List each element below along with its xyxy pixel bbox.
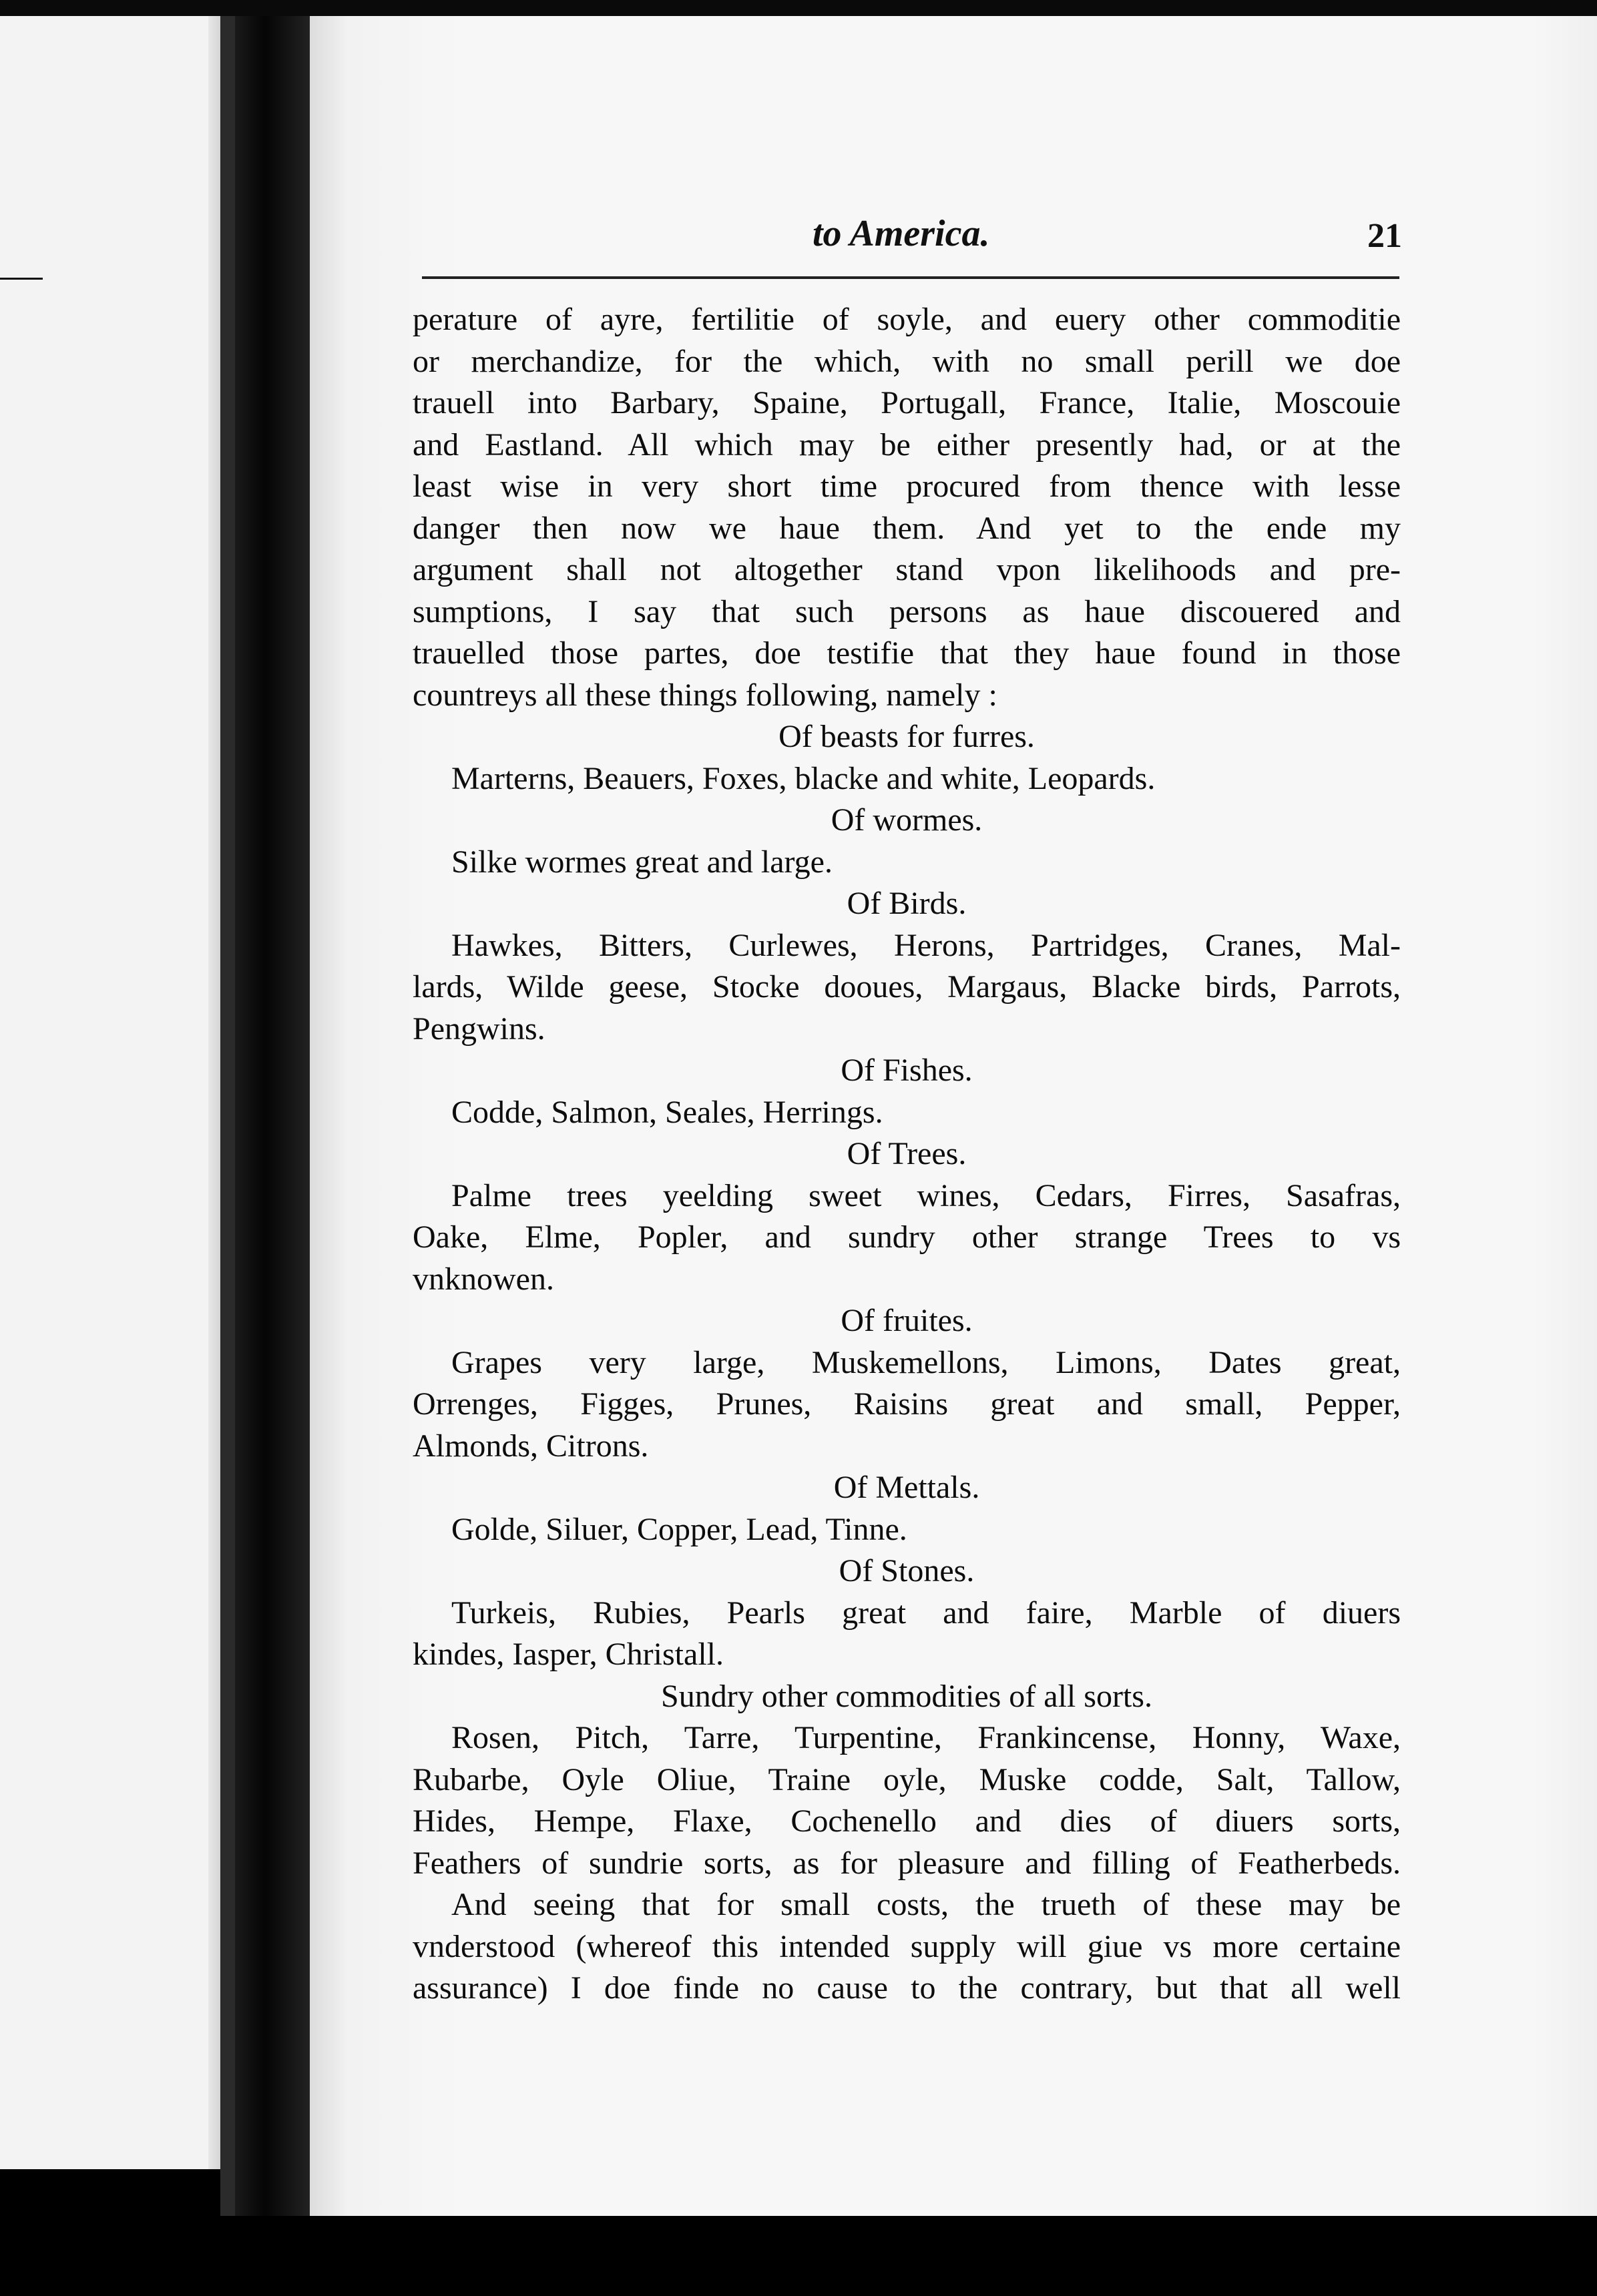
page-body	[413, 299, 1401, 2010]
text-line: assurance) I doe finde no cause to the contrary, but that all well	[413, 1970, 1401, 2006]
text-line: kindes, Iasper, Christall.	[413, 1637, 724, 1672]
section-heading: Of beasts for furres.	[778, 719, 1035, 754]
text-line: Palme trees yeelding sweet wines, Cedars, Firres, Sasafras,	[451, 1177, 1401, 1213]
text-line: Hides, Hempe, Flaxe, Cochenello and dies of diuers sorts,	[413, 1803, 1401, 1839]
text-line: sumptions, I say that such persons as haue discouered and	[413, 593, 1401, 629]
text-line: Turkeis, Rubies, Pearls great and faire, Marble of diuers	[451, 1595, 1401, 1631]
left-page	[0, 0, 235, 2169]
scan-top-border	[0, 0, 1597, 16]
text-line: Marterns, Beauers, Foxes, blacke and white, Leopards.	[451, 760, 1156, 796]
text-line: Codde, Salmon, Seales, Herrings.	[451, 1094, 883, 1130]
text-line: Oake, Elme, Popler, and sundry other strange Trees to vs	[413, 1219, 1401, 1255]
page-header	[414, 212, 1402, 266]
header-rule	[422, 276, 1399, 279]
text-line: Rosen, Pitch, Tarre, Turpentine, Frankincense, Honny, Waxe,	[451, 1720, 1401, 1755]
section-heading: Of Trees.	[847, 1136, 967, 1171]
text-line: least wise in very short time procured from thence with lesse	[413, 469, 1401, 504]
text-line: trauell into Barbary, Spaine, Portugall, France, Italie, Moscouie	[413, 385, 1401, 420]
text-line: Grapes very large, Muskemellons, Limons, Dates great,	[451, 1344, 1401, 1380]
text-line: countreys all these things following, namely :	[413, 677, 997, 713]
text-line: lards, Wilde geese, Stocke dooues, Margaus, Blacke birds, Parrots,	[413, 969, 1401, 1005]
text-line: vnknowen.	[413, 1261, 554, 1297]
scan-bottom-border	[0, 2223, 1597, 2296]
text-line: Feathers of sundrie sorts, as for pleasure and filling of Featherbeds.	[413, 1845, 1401, 1881]
section-heading: Of Fishes.	[841, 1053, 973, 1088]
text-line: argument shall not altogether stand vpon likelihoods and pre-	[413, 552, 1401, 587]
book-gutter	[235, 0, 310, 2216]
text-line: Rubarbe, Oyle Oliue, Traine oyle, Muske codde, Salt, Tallow,	[413, 1761, 1401, 1797]
section-heading: Sundry other commodities of all sorts.	[661, 1678, 1152, 1714]
text-line: danger then now we haue them. And yet to the ende my	[413, 510, 1401, 546]
text-line: And seeing that for small costs, the trueth of these may be	[451, 1887, 1401, 1922]
text-line: Almonds, Citrons.	[413, 1428, 649, 1464]
page-number: 21	[1367, 217, 1402, 255]
section-heading: Of Birds.	[847, 886, 967, 921]
section-heading: Of Mettals.	[833, 1470, 980, 1505]
text-line: and Eastland. All which may be either presently had, or at the	[413, 426, 1401, 463]
text-line: Golde, Siluer, Copper, Lead, Tinne.	[451, 1511, 907, 1547]
text-line: perature of ayre, fertilitie of soyle, and euery other commoditie	[413, 302, 1401, 337]
section-heading: Of wormes.	[831, 802, 983, 838]
text-line: Pengwins.	[413, 1011, 545, 1047]
text-line: or merchandize, for the which, with no small perill we doe	[413, 343, 1401, 379]
left-page-rule	[0, 278, 43, 280]
section-heading: Of Stones.	[839, 1553, 975, 1589]
running-head: to America.	[813, 213, 990, 254]
text-line: trauelled those partes, doe testifie that they haue found in those	[413, 635, 1401, 671]
text-line: Hawkes, Bitters, Curlewes, Herons, Partridges, Cranes, Mal-	[451, 927, 1401, 963]
section-heading: Of fruites.	[841, 1303, 973, 1338]
text-line: Silke wormes great and large.	[451, 844, 833, 880]
text-line: Orrenges, Figges, Prunes, Raisins great and small, Pepper,	[413, 1386, 1401, 1422]
text-line: vnderstood (whereof this intended supply will giue vs more certaine	[413, 1928, 1401, 1964]
